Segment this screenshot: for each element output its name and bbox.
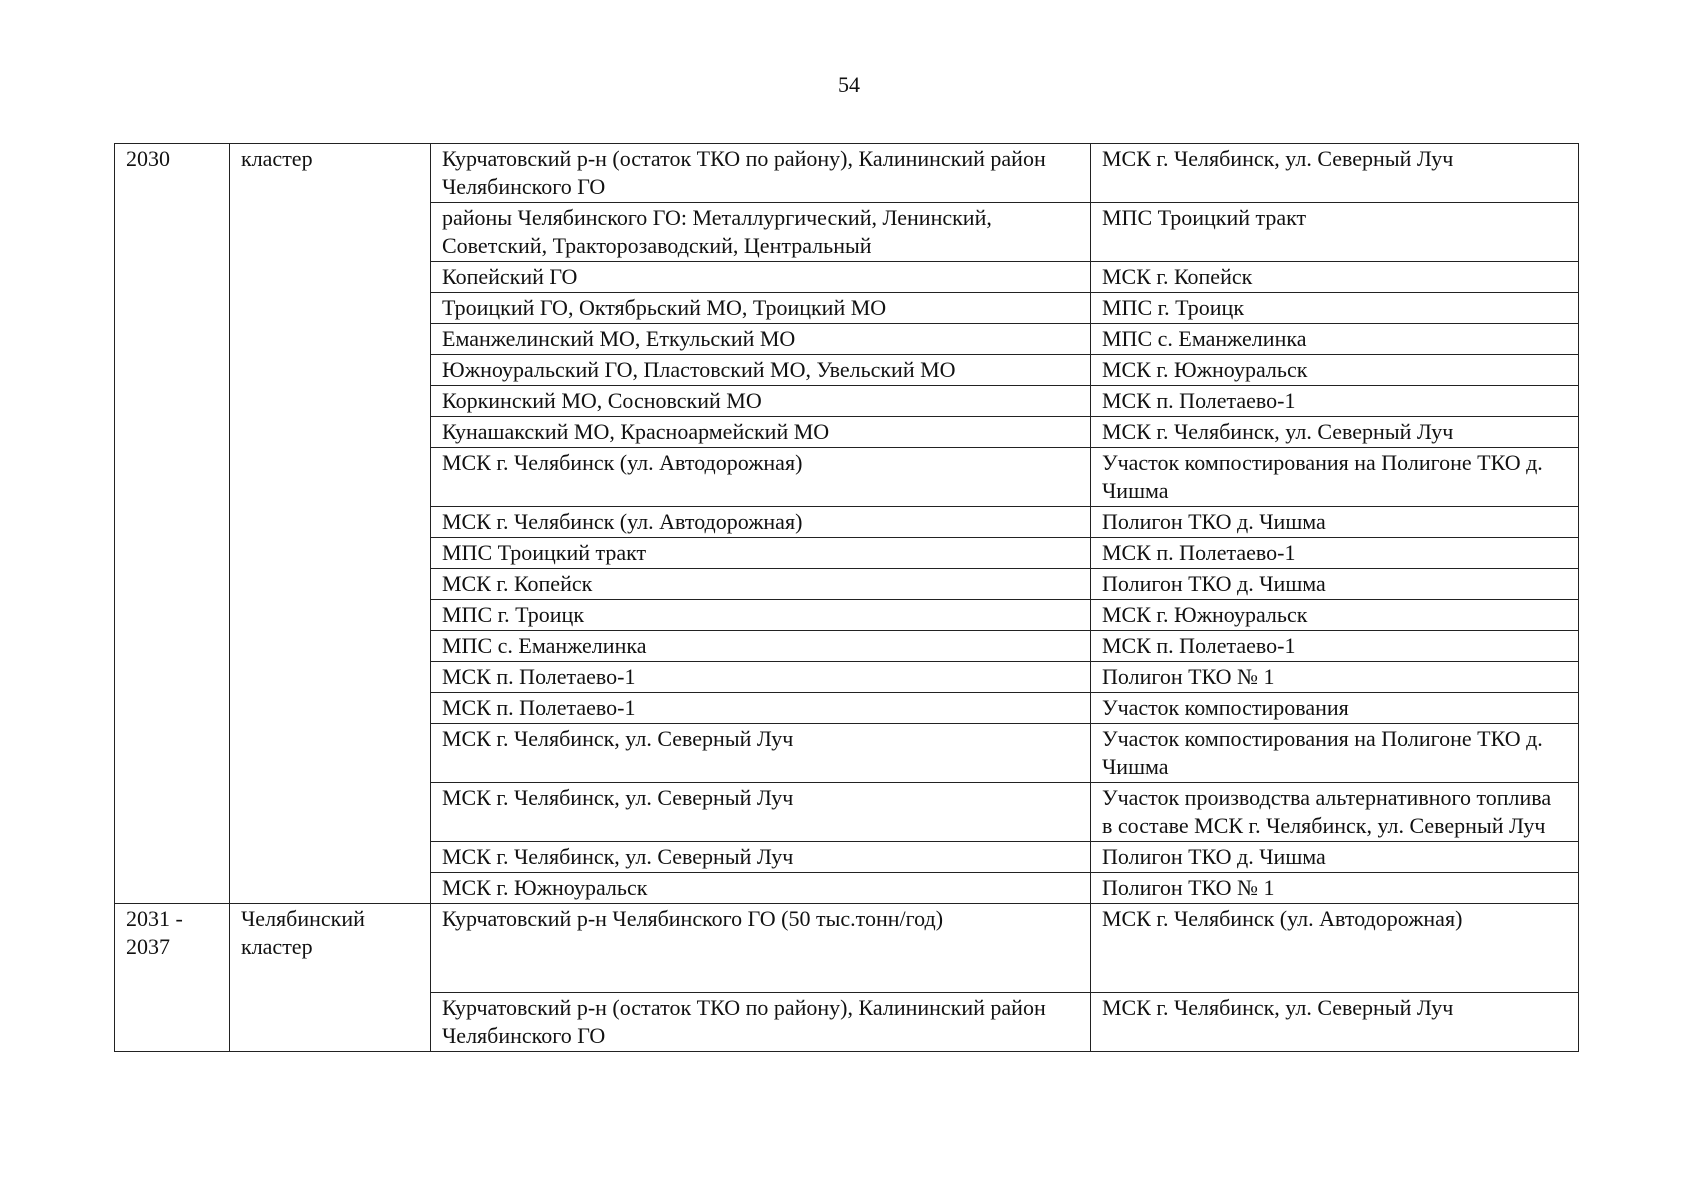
destination-cell: МСК г. Челябинск, ул. Северный Луч <box>1091 993 1579 1052</box>
routes-table-body <box>115 144 1579 1052</box>
destination-cell: Полигон ТКО № 1 <box>1091 873 1579 904</box>
source-cell: МСК г. Копейск <box>431 569 1091 600</box>
source-cell: Коркинский МО, Сосновский МО <box>431 386 1091 417</box>
destination-cell: МСК г. Челябинск (ул. Автодорожная) <box>1091 904 1579 993</box>
page-number: 54 <box>838 72 860 97</box>
year-cell: 2030 <box>115 144 230 904</box>
source-cell: МПС г. Троицк <box>431 600 1091 631</box>
table-row <box>115 144 1579 203</box>
destination-cell: МСК п. Полетаево-1 <box>1091 538 1579 569</box>
destination-cell: Полигон ТКО д. Чишма <box>1091 569 1579 600</box>
destination-cell: Полигон ТКО № 1 <box>1091 662 1579 693</box>
routes-table <box>114 143 1579 1052</box>
destination-cell: МСК г. Челябинск, ул. Северный Луч <box>1091 417 1579 448</box>
destination-cell: МСК п. Полетаево-1 <box>1091 386 1579 417</box>
destination-cell: Участок компостирования <box>1091 693 1579 724</box>
source-cell: Копейский ГО <box>431 262 1091 293</box>
source-cell: МСК г. Челябинск, ул. Северный Луч <box>431 842 1091 873</box>
source-cell: Курчатовский р-н (остаток ТКО по району), Калининский район Челябинского ГО <box>431 144 1091 203</box>
destination-cell: МСК г. Южноуральск <box>1091 600 1579 631</box>
destination-cell: МПС г. Троицк <box>1091 293 1579 324</box>
destination-cell: Полигон ТКО д. Чишма <box>1091 507 1579 538</box>
source-cell: МПС с. Еманжелинка <box>431 631 1091 662</box>
cluster-cell: Челябинский кластер <box>230 904 431 1052</box>
source-cell: Курчатовский р-н Челябинского ГО (50 тыс.тонн/год) <box>431 904 1091 993</box>
source-cell: МСК г. Челябинск (ул. Автодорожная) <box>431 507 1091 538</box>
destination-cell: МПС с. Еманжелинка <box>1091 324 1579 355</box>
year-cell: 2031 - 2037 <box>115 904 230 1052</box>
destination-cell: МПС Троицкий тракт <box>1091 203 1579 262</box>
source-cell: МСК г. Челябинск, ул. Северный Луч <box>431 724 1091 783</box>
destination-cell: Участок компостирования на Полигоне ТКО д. Чишма <box>1091 448 1579 507</box>
destination-cell: МСК г. Копейск <box>1091 262 1579 293</box>
destination-cell: Полигон ТКО д. Чишма <box>1091 842 1579 873</box>
destination-cell: Участок производства альтернативного топлива в составе МСК г. Челябинск, ул. Северный Луч <box>1091 783 1579 842</box>
source-cell: районы Челябинского ГО: Металлургический, Ленинский, Советский, Тракторозаводский, Центральный <box>431 203 1091 262</box>
source-cell: Южноуральский ГО, Пластовский МО, Увельский МО <box>431 355 1091 386</box>
source-cell: МСК п. Полетаево-1 <box>431 662 1091 693</box>
destination-cell: МСК п. Полетаево-1 <box>1091 631 1579 662</box>
destination-cell: Участок компостирования на Полигоне ТКО д. Чишма <box>1091 724 1579 783</box>
source-cell: МСК г. Южноуральск <box>431 873 1091 904</box>
destination-cell: МСК г. Челябинск, ул. Северный Луч <box>1091 144 1579 203</box>
source-cell: МСК п. Полетаево-1 <box>431 693 1091 724</box>
source-cell: Троицкий ГО, Октябрьский МО, Троицкий МО <box>431 293 1091 324</box>
source-cell: МПС Троицкий тракт <box>431 538 1091 569</box>
table-row <box>115 904 1579 993</box>
source-cell: МСК г. Челябинск (ул. Автодорожная) <box>431 448 1091 507</box>
source-cell: МСК г. Челябинск, ул. Северный Луч <box>431 783 1091 842</box>
source-cell: Курчатовский р-н (остаток ТКО по району), Калининский район Челябинского ГО <box>431 993 1091 1052</box>
cluster-cell: кластер <box>230 144 431 904</box>
source-cell: Кунашакский МО, Красноармейский МО <box>431 417 1091 448</box>
source-cell: Еманжелинский МО, Еткульский МО <box>431 324 1091 355</box>
destination-cell: МСК г. Южноуральск <box>1091 355 1579 386</box>
